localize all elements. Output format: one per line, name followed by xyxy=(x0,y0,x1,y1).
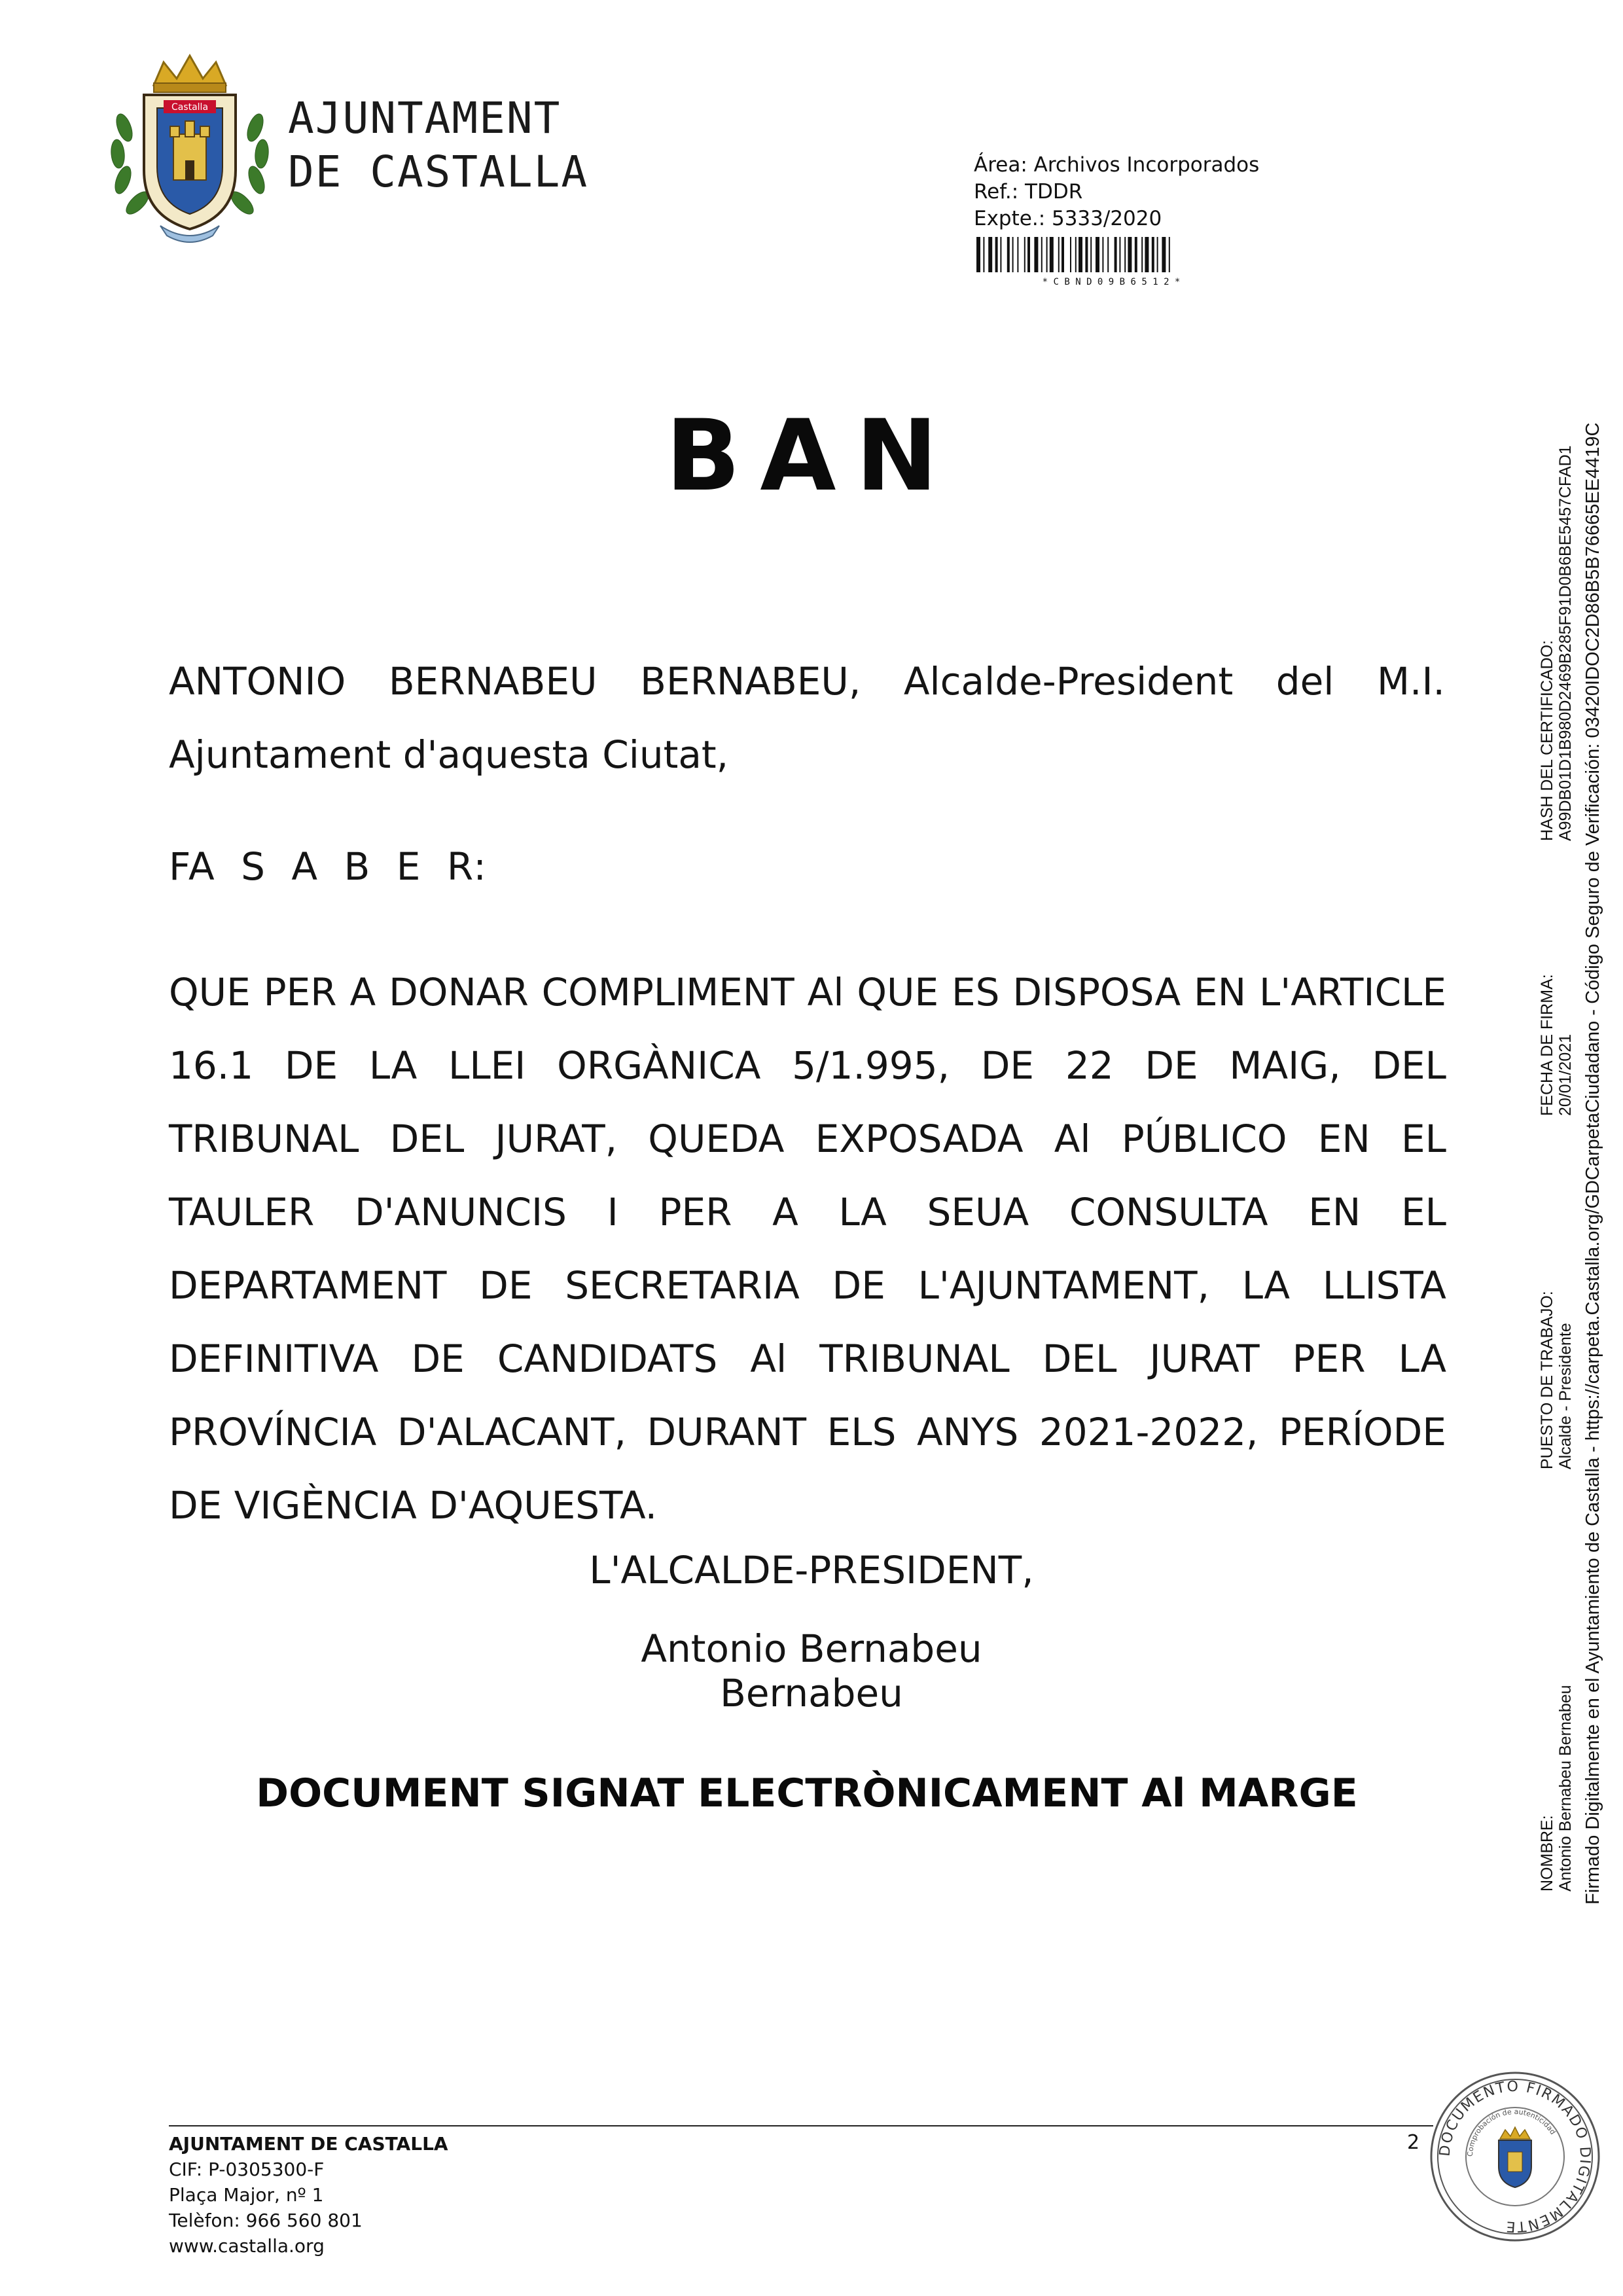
barcode-bar xyxy=(1090,237,1092,272)
barcode-bar xyxy=(1085,237,1088,272)
barcode-bar xyxy=(1119,237,1120,272)
barcode-bar xyxy=(1027,237,1030,272)
barcode-bar xyxy=(1152,237,1154,272)
digital-signature-seal xyxy=(1427,2068,1603,2245)
ref-code: Ref.: TDDR xyxy=(974,180,1083,204)
margin-hash-label: HASH DEL CERTIFICADO: xyxy=(1538,640,1556,841)
footer-phone: Telèfon: 966 560 801 xyxy=(169,2210,363,2231)
margin-fecha-label: FECHA DE FIRMA: xyxy=(1538,974,1556,1116)
margin-nombre-label: NOMBRE: xyxy=(1538,1815,1556,1892)
barcode-bar xyxy=(1107,237,1109,272)
barcode-bar xyxy=(1079,237,1082,272)
footer-divider xyxy=(169,2125,1433,2126)
barcode-bar xyxy=(1070,237,1071,272)
barcode-bar xyxy=(1046,237,1048,272)
intro-paragraph: ANTONIO BERNABEU BERNABEU, Alcalde-President del M.I. Ajuntament d'aquesta Ciutat, xyxy=(169,659,1445,777)
ref-area: Área: Archivos Incorporados xyxy=(974,153,1260,177)
barcode-bar xyxy=(1169,237,1170,272)
municipal-crest-logo xyxy=(98,49,281,245)
barcode xyxy=(974,236,1249,287)
footer-address: Plaça Major, nº 1 xyxy=(169,2184,324,2206)
signer-name: Antonio Bernabeu Bernabeu xyxy=(641,1626,982,1715)
org-name-line-1: AJUNTAMENT xyxy=(288,93,562,143)
barcode-bar xyxy=(1041,237,1043,272)
electronic-signature-note: DOCUMENT SIGNAT ELECTRÒNICAMENT Al MARGE xyxy=(256,1770,1358,1816)
barcode-bar xyxy=(1061,237,1064,272)
barcode-bar xyxy=(1024,237,1026,272)
footer-cif: CIF: P-0305300-F xyxy=(169,2159,325,2180)
margin-digital-signature-stamp: Firmado Digitalmente en el Ayuntamiento de Castalla - https://carpeta.Castalla.org/GDCarpetaCiudadano - Código Seguro de Verificación: 03420IDOC2D86B5B76665EE4419C xyxy=(1582,422,1603,1905)
barcode-bar xyxy=(976,237,980,272)
barcode-bar xyxy=(1017,237,1018,272)
barcode-bar xyxy=(1128,237,1132,272)
barcode-text: * C B N D 0 9 B 6 5 1 2 * xyxy=(1042,277,1181,287)
barcode-bar xyxy=(1075,237,1077,272)
signer-role: L'ALCALDE-PRESIDENT, xyxy=(589,1548,1034,1592)
footer-web: www.castalla.org xyxy=(169,2235,325,2257)
org-name-logotype xyxy=(288,92,588,199)
footer-contact-block xyxy=(169,2131,448,2259)
barcode-bar xyxy=(1135,237,1137,272)
margin-puesto-label: PUESTO DE TRABAJO: xyxy=(1538,1291,1556,1469)
barcode-bar xyxy=(1050,237,1054,272)
footer-org-name: AJUNTAMENT DE CASTALLA xyxy=(169,2133,448,2155)
barcode-bar xyxy=(1012,237,1014,272)
barcode-bar xyxy=(988,237,992,272)
barcode-bar xyxy=(1000,237,1001,272)
barcode-bar xyxy=(1162,237,1166,272)
barcode-bar xyxy=(1058,237,1060,272)
barcode-bar xyxy=(983,237,984,272)
margin-nombre-value: Antonio Bernabeu Bernabeu xyxy=(1556,1685,1575,1892)
fa-saber-heading: FA S A B E R: xyxy=(169,844,488,889)
barcode-bar xyxy=(1007,237,1010,272)
seal-inner-text: Comprobación de autenticidad xyxy=(1465,2107,1558,2157)
margin-hash-value: A99DB01D1B980D2469B285F91D0B6BE5457CFAD1 xyxy=(1556,445,1575,841)
main-paragraph: QUE PER A DONAR COMPLIMENT Al QUE ES DISPOSA EN L'ARTICLE 16.1 DE LA LLEI ORGÀNICA 5/1.995, DE 22 DE MAIG, DEL TRIBUNAL DEL JURAT, QUEDA EXPOSADA Al PÚBLICO EN EL TAULER D'ANUNCIS I PER A LA SEUA CONSULTA EN EL DEPARTAMENT DE SECRETARIA DE L'AJUNTAMENT, LA LLISTA DEFINITIVA DE CANDIDATS Al TRIBUNAL DEL JURAT PER LA PROVÍNCIA D'ALACANT, DURANT ELS ANYS 2021-2022, PERÍODE DE VIGÈNCIA D'AQUESTA. xyxy=(169,970,1446,1528)
page-number: 2 xyxy=(1407,2131,1420,2154)
barcode-bar xyxy=(1102,237,1103,272)
margin-fecha-value: 20/01/2021 xyxy=(1556,1033,1575,1116)
barcode-bar xyxy=(1115,237,1117,272)
barcode-bar xyxy=(1096,237,1099,272)
org-name-line-2: DE CASTALLA xyxy=(288,147,589,197)
barcode-bar xyxy=(1141,237,1143,272)
barcode-bar xyxy=(995,237,998,272)
seal-outer-text: DOCUMENTO FIRMADO DIGITALMENTE xyxy=(1436,2078,1594,2235)
barcode-bar xyxy=(1157,237,1158,272)
barcode-bar xyxy=(1034,237,1038,272)
crest-banner-text: Castalla xyxy=(171,102,209,113)
ref-expte: Expte.: 5333/2020 xyxy=(974,207,1162,230)
document-title: BAN xyxy=(666,399,957,513)
reference-block xyxy=(974,152,1259,232)
barcode-bar xyxy=(1145,237,1149,272)
barcode-bar xyxy=(1124,237,1126,272)
margin-puesto-value: Alcalde - Presidente xyxy=(1556,1323,1575,1469)
